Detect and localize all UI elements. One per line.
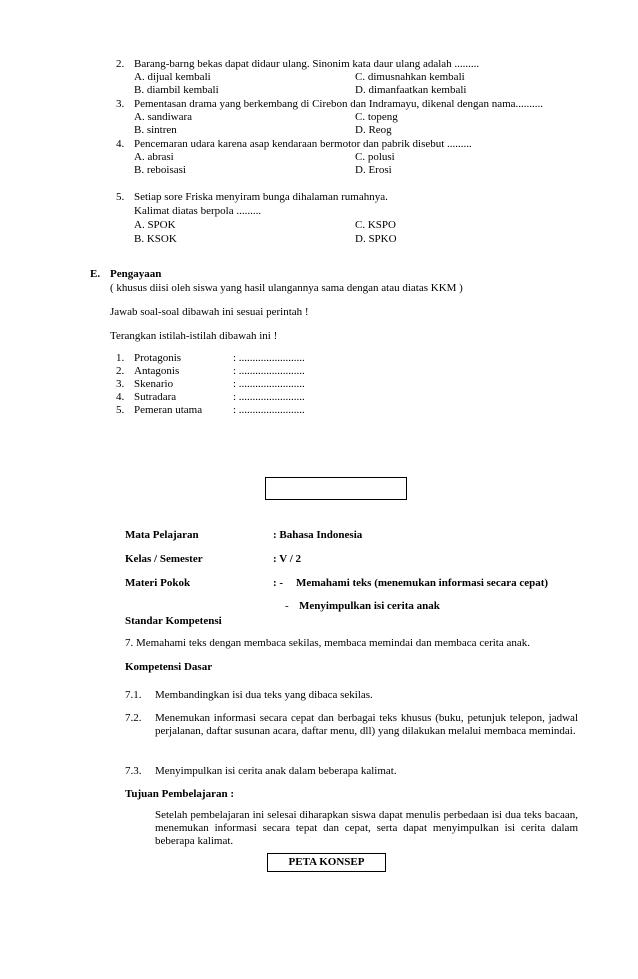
question-3-option-b: B. sintren xyxy=(134,124,177,136)
question-3-number: 3. xyxy=(116,98,125,110)
question-2-option-b: B. diambil kembali xyxy=(134,84,219,96)
term-4-label: Sutradara xyxy=(134,391,177,403)
term-3-blank: : ........................ xyxy=(233,378,305,390)
material-label: Materi Pokok xyxy=(125,577,191,589)
class-label: Kelas / Semester xyxy=(125,553,203,565)
question-5-text-2: Kalimat diatas berpola ......... xyxy=(134,205,262,217)
material-value-1: Memahami teks (menemukan informasi secara cepat) xyxy=(296,577,549,589)
kd-2-text: Menemukan informasi secara cepat dan berbagai teks khusus (buku, petunjuk telepon, jadwal perjalanan, daftar susunan acara, daftar menu, dll) yang dilakukan melalui membaca memindai. xyxy=(155,712,578,737)
term-1-blank: : ........................ xyxy=(233,352,305,364)
term-3-number: 3. xyxy=(116,378,125,390)
question-2-option-d: D. dimanfaatkan kembali xyxy=(355,84,467,96)
kd-3-text: Menyimpulkan isi cerita anak dalam beberapa kalimat. xyxy=(155,765,397,777)
term-1-number: 1. xyxy=(116,352,125,364)
sk-text: 7. Memahami teks dengan membaca sekilas, membaca memindai dan membaca cerita anak. xyxy=(125,637,531,649)
question-4-option-b: B. reboisasi xyxy=(134,164,186,176)
empty-title-box xyxy=(265,477,407,500)
kd-1-text: Membandingkan isi dua teks yang dibaca sekilas. xyxy=(155,689,373,701)
term-2-number: 2. xyxy=(116,365,125,377)
question-5-number: 5. xyxy=(116,191,125,203)
question-5-option-a: A. SPOK xyxy=(134,219,176,231)
question-3-option-a: A. sandiwara xyxy=(134,111,193,123)
term-5-blank: : ........................ xyxy=(233,404,305,416)
term-1-label: Protagonis xyxy=(134,352,182,364)
kd-3-number: 7.3. xyxy=(125,765,142,777)
question-5-option-c: C. KSPO xyxy=(355,219,396,231)
question-5-text: Setiap sore Friska menyiram bunga dihalaman rumahnya. xyxy=(134,191,388,203)
question-2-text: Barang-barng bekas dapat didaur ulang. Sinonim kata daur ulang adalah ......... xyxy=(134,58,480,70)
sk-title: Standar Kompetensi xyxy=(125,615,222,627)
section-e-note: ( khusus diisi oleh siswa yang hasil ulangannya sama dengan atau diatas KKM ) xyxy=(110,282,463,294)
section-e-prompt: Terangkan istilah-istilah dibawah ini ! xyxy=(110,330,278,342)
tujuan-title: Tujuan Pembelajaran : xyxy=(125,788,234,800)
term-3-label: Skenario xyxy=(134,378,174,390)
question-4-option-c: C. polusi xyxy=(355,151,395,163)
question-3-text: Pementasan drama yang berkembang di Cirebon dan Indramayu, dikenal dengan nama.......... xyxy=(134,98,544,110)
question-3-option-c: C. topeng xyxy=(355,111,398,123)
material-dash: - xyxy=(285,600,289,612)
question-2-option-c: C. dimusnahkan kembali xyxy=(355,71,465,83)
question-4-text: Pencemaran udara karena asap kendaraan bermotor dan pabrik disebut ......... xyxy=(134,138,472,150)
term-5-label: Pemeran utama xyxy=(134,404,203,416)
question-5-option-d: D. SPKO xyxy=(355,233,397,245)
kd-2-number: 7.2. xyxy=(125,712,142,724)
section-e-title: Pengayaan xyxy=(110,268,162,280)
term-4-blank: : ........................ xyxy=(233,391,305,403)
subject-value: : Bahasa Indonesia xyxy=(273,529,363,541)
tujuan-text: Setelah pembelajaran ini selesai diharapkan siswa dapat menulis perbedaan isi dua teks bacaan, menemukan informasi secara tepat dan cepat, serta dapat menyimpulkan isi cerita dalam beberapa kalimat. xyxy=(155,809,578,847)
question-2-number: 2. xyxy=(116,58,125,70)
peta-konsep-label: PETA KONSEP xyxy=(288,856,365,868)
question-5-option-b: B. KSOK xyxy=(134,233,177,245)
class-value: : V / 2 xyxy=(273,553,302,565)
question-3-option-d: D. Reog xyxy=(355,124,392,136)
term-2-blank: : ........................ xyxy=(233,365,305,377)
subject-label: Mata Pelajaran xyxy=(125,529,199,541)
question-4-option-d: D. Erosi xyxy=(355,164,392,176)
section-e-instruction: Jawab soal-soal dibawah ini sesuai perintah ! xyxy=(110,306,309,318)
question-4-option-a: A. abrasi xyxy=(134,151,174,163)
term-5-number: 5. xyxy=(116,404,125,416)
kd-1-number: 7.1. xyxy=(125,689,142,701)
material-value-2: Menyimpulkan isi cerita anak xyxy=(299,600,440,612)
question-2-option-a: A. dijual kembali xyxy=(134,71,211,83)
question-4-number: 4. xyxy=(116,138,125,150)
section-e-letter: E. xyxy=(90,268,101,280)
term-2-label: Antagonis xyxy=(134,365,180,377)
term-4-number: 4. xyxy=(116,391,125,403)
peta-konsep-box xyxy=(267,853,386,872)
material-prefix: : - xyxy=(273,577,284,589)
kd-title: Kompetensi Dasar xyxy=(125,661,213,673)
